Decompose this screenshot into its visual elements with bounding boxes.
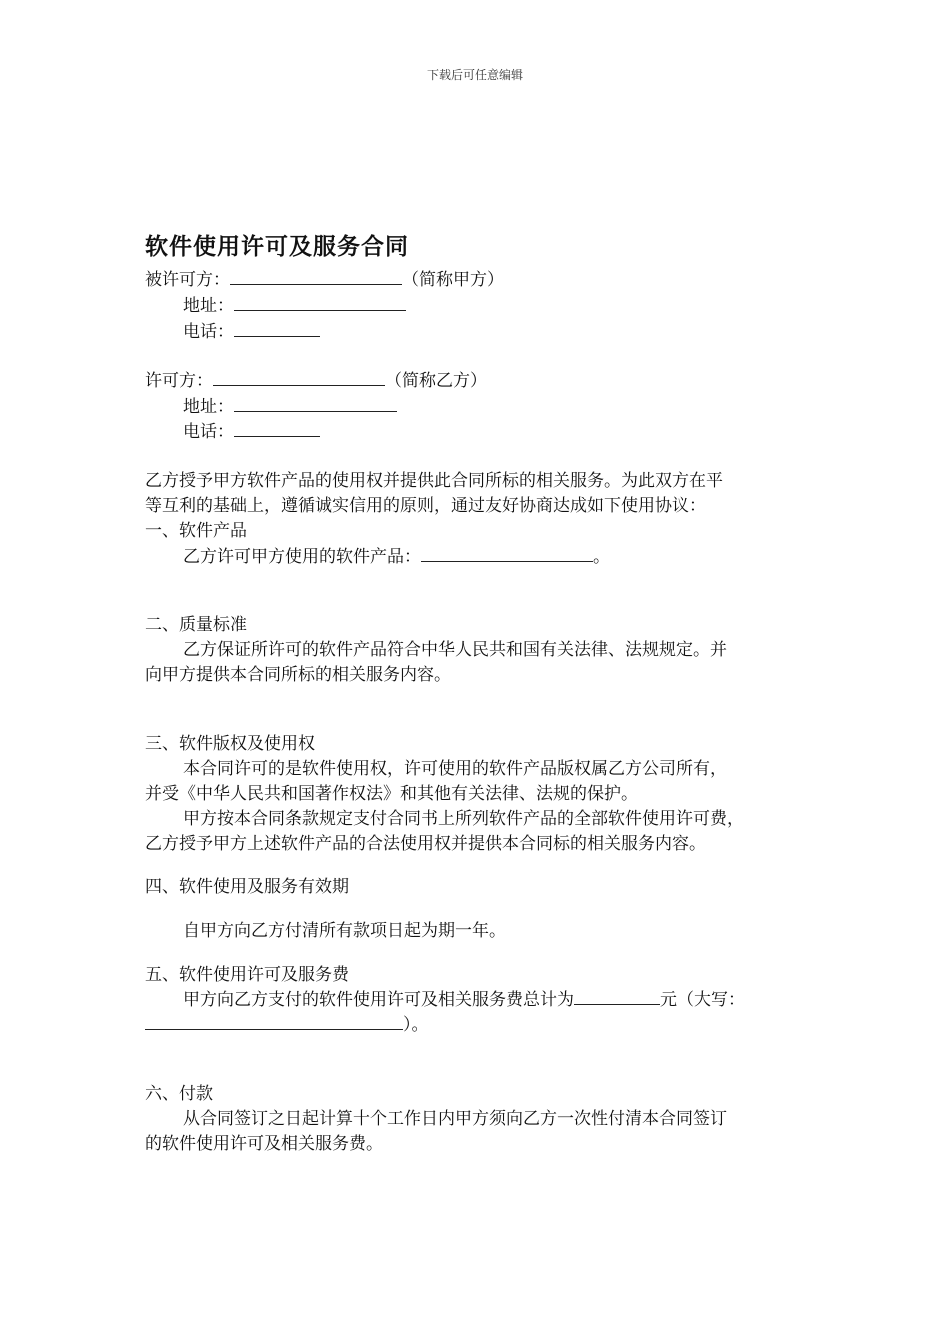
party-b-suffix: （简称乙方） — [385, 371, 487, 391]
software-product-blank[interactable] — [421, 545, 593, 562]
party-b-label: 许可方： — [145, 371, 213, 391]
section-5-suffix: 元（大写： — [660, 990, 745, 1010]
party-b-address-blank[interactable] — [234, 395, 397, 412]
section-2-heading: 二、质量标准 — [145, 615, 247, 635]
party-a-line — [145, 268, 504, 292]
section-6-heading: 六、付款 — [145, 1084, 213, 1104]
header-note: 下载后可任意编辑 — [426, 68, 523, 82]
party-a-phone-line — [183, 320, 320, 344]
section-6-line-2: 的软件使用许可及相关服务费。 — [145, 1134, 383, 1154]
party-b-line — [145, 369, 487, 393]
party-b-phone-label: 电话： — [183, 422, 234, 442]
section-5-prefix: 甲方向乙方支付的软件使用许可及相关服务费总计为 — [183, 990, 574, 1010]
section-1-prefix: 乙方许可甲方使用的软件产品： — [183, 547, 421, 567]
party-a-phone-label: 电话： — [183, 322, 234, 342]
party-a-address-line — [183, 294, 406, 318]
section-3-line-1: 本合同许可的是软件使用权，许可使用的软件产品版权属乙方公司所有， — [183, 759, 727, 779]
section-2-line-2: 向甲方提供本合同所标的相关服务内容。 — [145, 665, 451, 685]
party-a-name-blank[interactable] — [230, 268, 402, 285]
intro-line-1: 乙方授予甲方软件产品的使用权并提供此合同所标的相关服务。为此双方在平 — [145, 471, 723, 491]
section-5-line-1 — [183, 988, 745, 1012]
fee-amount-words-blank[interactable] — [145, 1013, 403, 1030]
party-a-label: 被许可方： — [145, 270, 230, 290]
section-5-line-2 — [145, 1013, 429, 1037]
party-a-address-label: 地址： — [183, 296, 234, 316]
party-b-address-label: 地址： — [183, 397, 234, 417]
section-3-heading: 三、软件版权及使用权 — [145, 734, 315, 754]
section-1-line — [183, 545, 610, 569]
section-3-line-3: 甲方按本合同条款规定支付合同书上所列软件产品的全部软件使用许可费， — [183, 809, 744, 829]
section-4-heading: 四、软件使用及服务有效期 — [145, 877, 349, 897]
section-6-line-1: 从合同签订之日起计算十个工作日内甲方须向乙方一次性付清本合同签订 — [183, 1109, 727, 1129]
party-b-phone-blank[interactable] — [234, 420, 320, 437]
section-4-line-1: 自甲方向乙方付清所有款项日起为期一年。 — [183, 921, 506, 941]
section-1-suffix: 。 — [593, 547, 610, 567]
section-3-line-2: 并受《中华人民共和国著作权法》和其他有关法律、法规的保护。 — [145, 784, 638, 804]
section-5-heading: 五、软件使用许可及服务费 — [145, 965, 349, 985]
party-b-name-blank[interactable] — [213, 369, 385, 386]
party-b-address-line — [183, 395, 397, 419]
section-3-line-4: 乙方授予甲方上述软件产品的合法使用权并提供本合同标的相关服务内容。 — [145, 834, 706, 854]
party-b-phone-line — [183, 420, 320, 444]
party-a-phone-blank[interactable] — [234, 320, 320, 337]
party-a-suffix: （简称甲方） — [402, 270, 504, 290]
document-title: 软件使用许可及服务合同 — [145, 234, 409, 260]
party-a-address-blank[interactable] — [234, 294, 406, 311]
fee-amount-blank[interactable] — [574, 988, 660, 1005]
intro-line-2: 等互利的基础上，遵循诚实信用的原则，通过友好协商达成如下使用协议： — [145, 496, 706, 516]
section-5-close: ）。 — [403, 1015, 429, 1035]
section-2-line-1: 乙方保证所许可的软件产品符合中华人民共和国有关法律、法规规定。并 — [183, 640, 727, 660]
section-1-heading: 一、软件产品 — [145, 521, 247, 541]
